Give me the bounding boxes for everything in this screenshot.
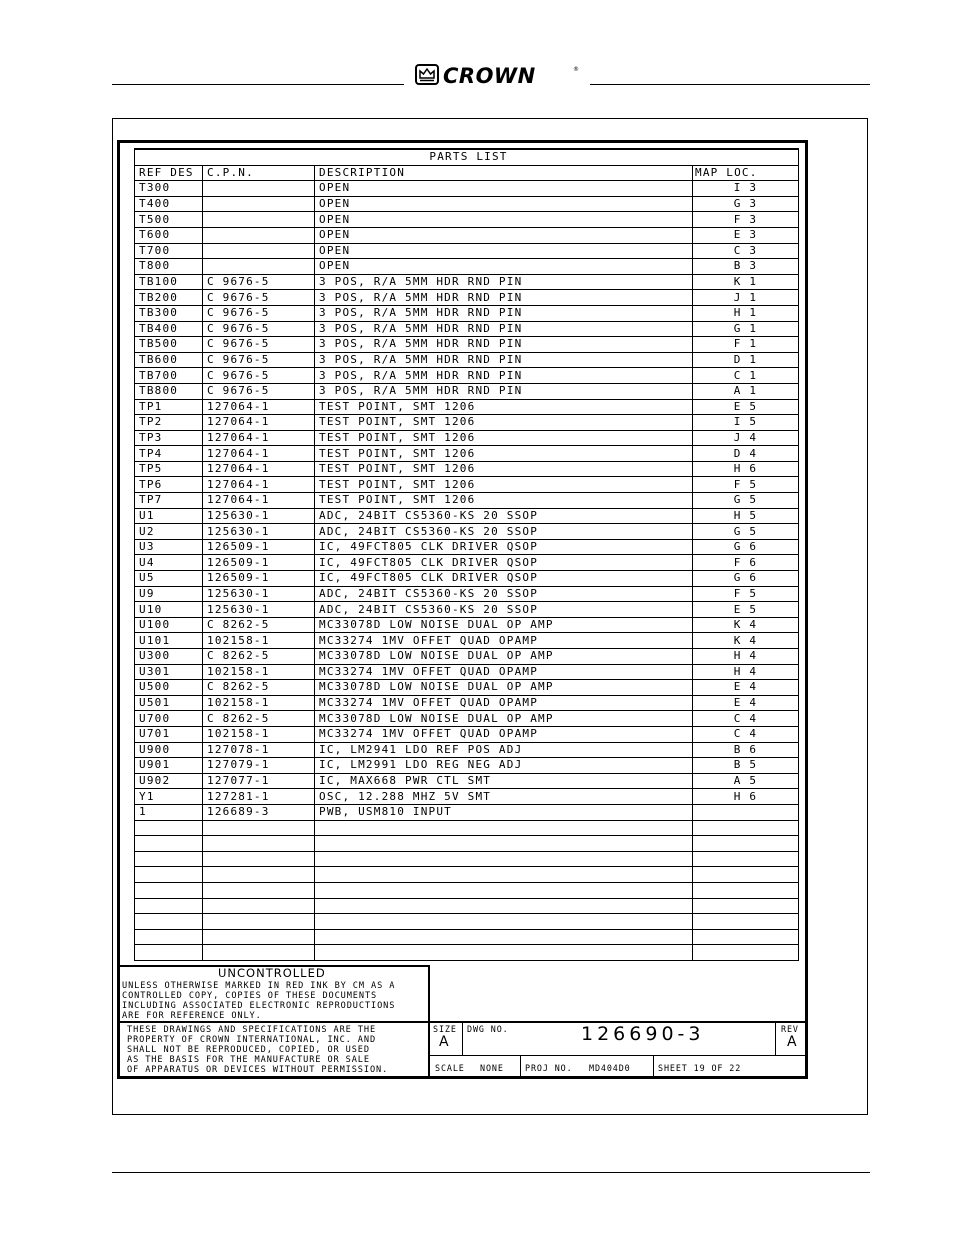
cell-description [315, 820, 693, 836]
cell-ref-des: U101 [135, 633, 203, 649]
cell-description: ADC, 24BIT CS5360-KS 20 SSOP [315, 586, 693, 602]
cell-description: PWB, USM810 INPUT [315, 804, 693, 820]
cell-map-loc: K 4 [693, 633, 799, 649]
cell-ref-des: TB500 [135, 337, 203, 353]
cell-map-loc [693, 945, 799, 961]
cell-ref-des: TP1 [135, 399, 203, 415]
cell-map-loc: C 4 [693, 726, 799, 742]
cell-ref-des [135, 945, 203, 961]
cell-map-loc [693, 867, 799, 883]
cell-cpn: 102158-1 [203, 664, 315, 680]
cell-ref-des [135, 867, 203, 883]
cell-map-loc [693, 804, 799, 820]
cell-ref-des: T500 [135, 212, 203, 228]
cell-description: ADC, 24BIT CS5360-KS 20 SSOP [315, 602, 693, 618]
cell-ref-des: T800 [135, 259, 203, 275]
cell-ref-des: TP2 [135, 415, 203, 431]
uncontrolled-line: INCLUDING ASSOCIATED ELECTRONIC REPRODUCTIONS [122, 1001, 396, 1011]
table-row [135, 820, 799, 836]
cell-ref-des: T300 [135, 181, 203, 197]
cell-ref-des: TB600 [135, 352, 203, 368]
cell-description [315, 914, 693, 930]
cell-description: OPEN [315, 181, 693, 197]
cell-map-loc: C 4 [693, 711, 799, 727]
cell-map-loc: I 5 [693, 415, 799, 431]
cell-map-loc: G 3 [693, 196, 799, 212]
cell-description: IC, MAX668 PWR CTL SMT [315, 773, 693, 789]
cell-map-loc: G 5 [693, 524, 799, 540]
parts-list-title: PARTS LIST [135, 149, 799, 165]
cell-map-loc: H 6 [693, 461, 799, 477]
cell-ref-des: T600 [135, 227, 203, 243]
cell-cpn [203, 851, 315, 867]
cell-cpn: 126509-1 [203, 555, 315, 571]
table-row [135, 680, 799, 696]
cell-ref-des [135, 836, 203, 852]
sheet-number: SHEET 19 OF 22 [658, 1063, 742, 1073]
table-row [135, 415, 799, 431]
cell-ref-des: TB300 [135, 305, 203, 321]
cell-map-loc: E 5 [693, 399, 799, 415]
table-row [135, 726, 799, 742]
cell-cpn [203, 196, 315, 212]
cell-description: TEST POINT, SMT 1206 [315, 446, 693, 462]
cell-cpn: 127064-1 [203, 399, 315, 415]
cell-description: 3 POS, R/A 5MM HDR RND PIN [315, 321, 693, 337]
cell-cpn: C 8262-5 [203, 617, 315, 633]
cell-cpn: C 9676-5 [203, 274, 315, 290]
cell-map-loc: H 4 [693, 664, 799, 680]
scale-label: SCALE [435, 1063, 465, 1073]
cell-map-loc: B 6 [693, 742, 799, 758]
cell-ref-des: U2 [135, 524, 203, 540]
cell-description [315, 898, 693, 914]
header-rule-left [112, 84, 404, 85]
cell-cpn [203, 820, 315, 836]
cell-map-loc [693, 820, 799, 836]
cell-map-loc: E 3 [693, 227, 799, 243]
cell-ref-des [135, 851, 203, 867]
cell-description: MC33274 1MV OFFET QUAD OPAMP [315, 726, 693, 742]
cell-cpn: 127077-1 [203, 773, 315, 789]
uncontrolled-line: UNLESS OTHERWISE MARKED IN RED INK BY CM AS A [122, 981, 396, 991]
table-row [135, 867, 799, 883]
cell-ref-des: T400 [135, 196, 203, 212]
cell-map-loc: H 6 [693, 789, 799, 805]
cell-cpn: 127064-1 [203, 415, 315, 431]
svg-text:®: ® [573, 66, 579, 73]
property-line: SHALL NOT BE REPRODUCED, COPIED, OR USED [127, 1045, 370, 1055]
table-row [135, 259, 799, 275]
cell-ref-des: U10 [135, 602, 203, 618]
cell-ref-des [135, 898, 203, 914]
table-row [135, 181, 799, 197]
cell-map-loc: F 5 [693, 586, 799, 602]
cell-description: OPEN [315, 259, 693, 275]
cell-description: TEST POINT, SMT 1206 [315, 430, 693, 446]
cell-cpn: 127064-1 [203, 461, 315, 477]
cell-map-loc [693, 851, 799, 867]
cell-map-loc: B 5 [693, 758, 799, 774]
cell-map-loc: A 5 [693, 773, 799, 789]
brand-wordmark: CROWN [443, 64, 536, 87]
cell-cpn: 127064-1 [203, 430, 315, 446]
cell-map-loc: F 5 [693, 477, 799, 493]
cell-description: TEST POINT, SMT 1206 [315, 399, 693, 415]
cell-cpn [203, 227, 315, 243]
cell-ref-des: U9 [135, 586, 203, 602]
cell-description: IC, 49FCT805 CLK DRIVER QSOP [315, 555, 693, 571]
cell-ref-des: U500 [135, 680, 203, 696]
table-row [135, 446, 799, 462]
cell-cpn: C 9676-5 [203, 305, 315, 321]
cell-map-loc: E 4 [693, 680, 799, 696]
parts-list-table [134, 148, 799, 961]
cell-description: TEST POINT, SMT 1206 [315, 493, 693, 509]
cell-ref-des [135, 929, 203, 945]
cell-ref-des: U700 [135, 711, 203, 727]
cell-cpn: 102158-1 [203, 726, 315, 742]
cell-cpn [203, 898, 315, 914]
table-row [135, 664, 799, 680]
project-label: PROJ NO. [525, 1063, 573, 1073]
cell-description: TEST POINT, SMT 1206 [315, 415, 693, 431]
cell-description [315, 851, 693, 867]
cell-map-loc: K 4 [693, 617, 799, 633]
table-row [135, 290, 799, 306]
property-line: THESE DRAWINGS AND SPECIFICATIONS ARE THE [127, 1025, 377, 1035]
cell-cpn [203, 181, 315, 197]
uncontrolled-line: ARE FOR REFERENCE ONLY. [122, 1011, 262, 1021]
cell-map-loc: H 1 [693, 305, 799, 321]
cell-cpn: 127079-1 [203, 758, 315, 774]
header-rule-right [590, 84, 870, 85]
cell-ref-des: TP5 [135, 461, 203, 477]
cell-map-loc [693, 836, 799, 852]
cell-cpn: 127064-1 [203, 493, 315, 509]
table-row [135, 882, 799, 898]
table-row [135, 461, 799, 477]
cell-ref-des [135, 882, 203, 898]
cell-cpn: 126509-1 [203, 571, 315, 587]
table-row [135, 914, 799, 930]
cell-cpn [203, 836, 315, 852]
cell-description: MC33274 1MV OFFET QUAD OPAMP [315, 633, 693, 649]
cell-description: 3 POS, R/A 5MM HDR RND PIN [315, 305, 693, 321]
cell-cpn [203, 259, 315, 275]
cell-ref-des: U901 [135, 758, 203, 774]
cell-ref-des: U900 [135, 742, 203, 758]
table-row [135, 695, 799, 711]
table-row [135, 571, 799, 587]
uncontrolled-title: UNCONTROLLED [218, 966, 326, 980]
project-value: MD404D0 [589, 1063, 631, 1073]
size-value: A [439, 1034, 450, 1050]
cell-description: 3 POS, R/A 5MM HDR RND PIN [315, 290, 693, 306]
cell-cpn: C 8262-5 [203, 711, 315, 727]
cell-map-loc: B 3 [693, 259, 799, 275]
cell-ref-des [135, 820, 203, 836]
header-cpn: C.P.N. [203, 165, 315, 181]
table-row [135, 368, 799, 384]
table-row [135, 804, 799, 820]
cell-cpn: C 9676-5 [203, 290, 315, 306]
cell-cpn: C 9676-5 [203, 368, 315, 384]
table-row [135, 711, 799, 727]
cell-ref-des: TB700 [135, 368, 203, 384]
cell-cpn: 125630-1 [203, 602, 315, 618]
cell-cpn [203, 929, 315, 945]
table-row [135, 352, 799, 368]
cell-ref-des: 1 [135, 804, 203, 820]
cell-ref-des: U1 [135, 508, 203, 524]
header-description: DESCRIPTION [315, 165, 693, 181]
cell-description: ADC, 24BIT CS5360-KS 20 SSOP [315, 508, 693, 524]
table-row [135, 773, 799, 789]
cell-ref-des: U501 [135, 695, 203, 711]
cell-ref-des [135, 914, 203, 930]
property-line: PROPERTY OF CROWN INTERNATIONAL, INC. AND [127, 1035, 377, 1045]
cell-cpn: 102158-1 [203, 633, 315, 649]
cell-cpn: 125630-1 [203, 508, 315, 524]
cell-description: 3 POS, R/A 5MM HDR RND PIN [315, 383, 693, 399]
header-map-loc: MAP LOC. [693, 165, 799, 181]
cell-map-loc: F 3 [693, 212, 799, 228]
table-row [135, 212, 799, 228]
cell-description: MC33078D LOW NOISE DUAL OP AMP [315, 711, 693, 727]
cell-cpn [203, 212, 315, 228]
cell-map-loc: C 3 [693, 243, 799, 259]
cell-ref-des: T700 [135, 243, 203, 259]
cell-cpn: 125630-1 [203, 524, 315, 540]
cell-ref-des: U3 [135, 539, 203, 555]
cell-description: OPEN [315, 227, 693, 243]
table-row [135, 227, 799, 243]
table-row [135, 633, 799, 649]
table-row [135, 493, 799, 509]
cell-description [315, 867, 693, 883]
table-row [135, 196, 799, 212]
table-row [135, 524, 799, 540]
table-row [135, 898, 799, 914]
cell-map-loc: K 1 [693, 274, 799, 290]
cell-ref-des: U4 [135, 555, 203, 571]
cell-map-loc: J 1 [693, 290, 799, 306]
cell-description: IC, 49FCT805 CLK DRIVER QSOP [315, 571, 693, 587]
cell-description [315, 929, 693, 945]
drawing-number-label: DWG NO. [467, 1024, 509, 1034]
cell-description: MC33078D LOW NOISE DUAL OP AMP [315, 617, 693, 633]
table-row [135, 602, 799, 618]
cell-ref-des: U100 [135, 617, 203, 633]
cell-map-loc [693, 929, 799, 945]
cell-map-loc [693, 882, 799, 898]
cell-ref-des: TB800 [135, 383, 203, 399]
cell-description: MC33274 1MV OFFET QUAD OPAMP [315, 695, 693, 711]
cell-ref-des: U902 [135, 773, 203, 789]
cell-cpn: C 9676-5 [203, 337, 315, 353]
cell-ref-des: TB100 [135, 274, 203, 290]
cell-ref-des: TP7 [135, 493, 203, 509]
cell-map-loc: G 6 [693, 539, 799, 555]
cell-map-loc: G 6 [693, 571, 799, 587]
cell-ref-des: U301 [135, 664, 203, 680]
cell-cpn: 102158-1 [203, 695, 315, 711]
cell-description: OPEN [315, 212, 693, 228]
cell-map-loc: C 1 [693, 368, 799, 384]
table-row [135, 321, 799, 337]
cell-ref-des: TP4 [135, 446, 203, 462]
cell-ref-des: Y1 [135, 789, 203, 805]
cell-ref-des: U701 [135, 726, 203, 742]
rev-label: REV [781, 1024, 799, 1034]
cell-description: IC, 49FCT805 CLK DRIVER QSOP [315, 539, 693, 555]
table-row [135, 945, 799, 961]
scale-value: NONE [480, 1063, 504, 1073]
property-line: AS THE BASIS FOR THE MANUFACTURE OR SALE [127, 1055, 370, 1065]
cell-description: ADC, 24BIT CS5360-KS 20 SSOP [315, 524, 693, 540]
title-block [117, 965, 808, 1079]
table-row [135, 274, 799, 290]
cell-map-loc: G 5 [693, 493, 799, 509]
size-label: SIZE [433, 1024, 457, 1034]
cell-cpn [203, 914, 315, 930]
table-row [135, 851, 799, 867]
cell-description: 3 POS, R/A 5MM HDR RND PIN [315, 337, 693, 353]
crown-logo [415, 63, 580, 87]
cell-description: MC33274 1MV OFFET QUAD OPAMP [315, 664, 693, 680]
cell-ref-des: TP3 [135, 430, 203, 446]
cell-map-loc: I 3 [693, 181, 799, 197]
table-row [135, 836, 799, 852]
cell-description: IC, LM2991 LDO REG NEG ADJ [315, 758, 693, 774]
cell-map-loc: G 1 [693, 321, 799, 337]
footer-rule [112, 1172, 870, 1173]
cell-description: OSC, 12.288 MHZ 5V SMT [315, 789, 693, 805]
cell-ref-des: TB400 [135, 321, 203, 337]
cell-map-loc: E 4 [693, 695, 799, 711]
cell-description: 3 POS, R/A 5MM HDR RND PIN [315, 352, 693, 368]
cell-description: 3 POS, R/A 5MM HDR RND PIN [315, 368, 693, 384]
cell-description: OPEN [315, 196, 693, 212]
table-row [135, 758, 799, 774]
table-row [135, 430, 799, 446]
cell-description: OPEN [315, 243, 693, 259]
cell-map-loc [693, 898, 799, 914]
cell-cpn [203, 243, 315, 259]
table-row [135, 305, 799, 321]
cell-description: TEST POINT, SMT 1206 [315, 477, 693, 493]
cell-ref-des: TP6 [135, 477, 203, 493]
cell-map-loc: D 4 [693, 446, 799, 462]
cell-cpn: 126689-3 [203, 804, 315, 820]
table-row [135, 337, 799, 353]
cell-description: MC33078D LOW NOISE DUAL OP AMP [315, 649, 693, 665]
table-row [135, 617, 799, 633]
cell-description [315, 882, 693, 898]
cell-map-loc: D 1 [693, 352, 799, 368]
table-row [135, 383, 799, 399]
cell-cpn: 127064-1 [203, 446, 315, 462]
cell-cpn [203, 882, 315, 898]
header-ref-des: REF DES [135, 165, 203, 181]
cell-cpn: C 9676-5 [203, 383, 315, 399]
cell-cpn [203, 945, 315, 961]
cell-ref-des: U5 [135, 571, 203, 587]
cell-cpn: 125630-1 [203, 586, 315, 602]
cell-description [315, 836, 693, 852]
cell-description: IC, LM2941 LDO REF POS ADJ [315, 742, 693, 758]
cell-map-loc: A 1 [693, 383, 799, 399]
table-row [135, 477, 799, 493]
cell-cpn: C 8262-5 [203, 649, 315, 665]
cell-cpn: 127281-1 [203, 789, 315, 805]
cell-map-loc: H 5 [693, 508, 799, 524]
table-row [135, 649, 799, 665]
cell-ref-des: TB200 [135, 290, 203, 306]
table-row [135, 399, 799, 415]
property-line: OF APPARATUS OR DEVICES WITHOUT PERMISSION. [127, 1065, 389, 1075]
cell-map-loc: F 6 [693, 555, 799, 571]
cell-map-loc: H 4 [693, 649, 799, 665]
cell-description: MC33078D LOW NOISE DUAL OP AMP [315, 680, 693, 696]
cell-map-loc: F 1 [693, 337, 799, 353]
table-row [135, 508, 799, 524]
cell-ref-des: U300 [135, 649, 203, 665]
table-row [135, 789, 799, 805]
cell-cpn: 127064-1 [203, 477, 315, 493]
uncontrolled-line: CONTROLLED COPY, COPIES OF THESE DOCUMENTS [122, 991, 378, 1001]
table-row [135, 555, 799, 571]
cell-description: TEST POINT, SMT 1206 [315, 461, 693, 477]
cell-map-loc [693, 914, 799, 930]
table-row [135, 243, 799, 259]
cell-cpn: 127078-1 [203, 742, 315, 758]
rev-value: A [787, 1034, 798, 1050]
cell-map-loc: E 5 [693, 602, 799, 618]
cell-cpn: 126509-1 [203, 539, 315, 555]
table-row [135, 742, 799, 758]
table-row [135, 539, 799, 555]
table-row [135, 586, 799, 602]
cell-cpn: C 9676-5 [203, 321, 315, 337]
parts-list-body [135, 181, 799, 961]
table-row [135, 929, 799, 945]
cell-description: 3 POS, R/A 5MM HDR RND PIN [315, 274, 693, 290]
cell-description [315, 945, 693, 961]
cell-map-loc: J 4 [693, 430, 799, 446]
cell-cpn [203, 867, 315, 883]
cell-cpn: C 9676-5 [203, 352, 315, 368]
drawing-number-value: 126690-3 [581, 1023, 705, 1045]
cell-cpn: C 8262-5 [203, 680, 315, 696]
